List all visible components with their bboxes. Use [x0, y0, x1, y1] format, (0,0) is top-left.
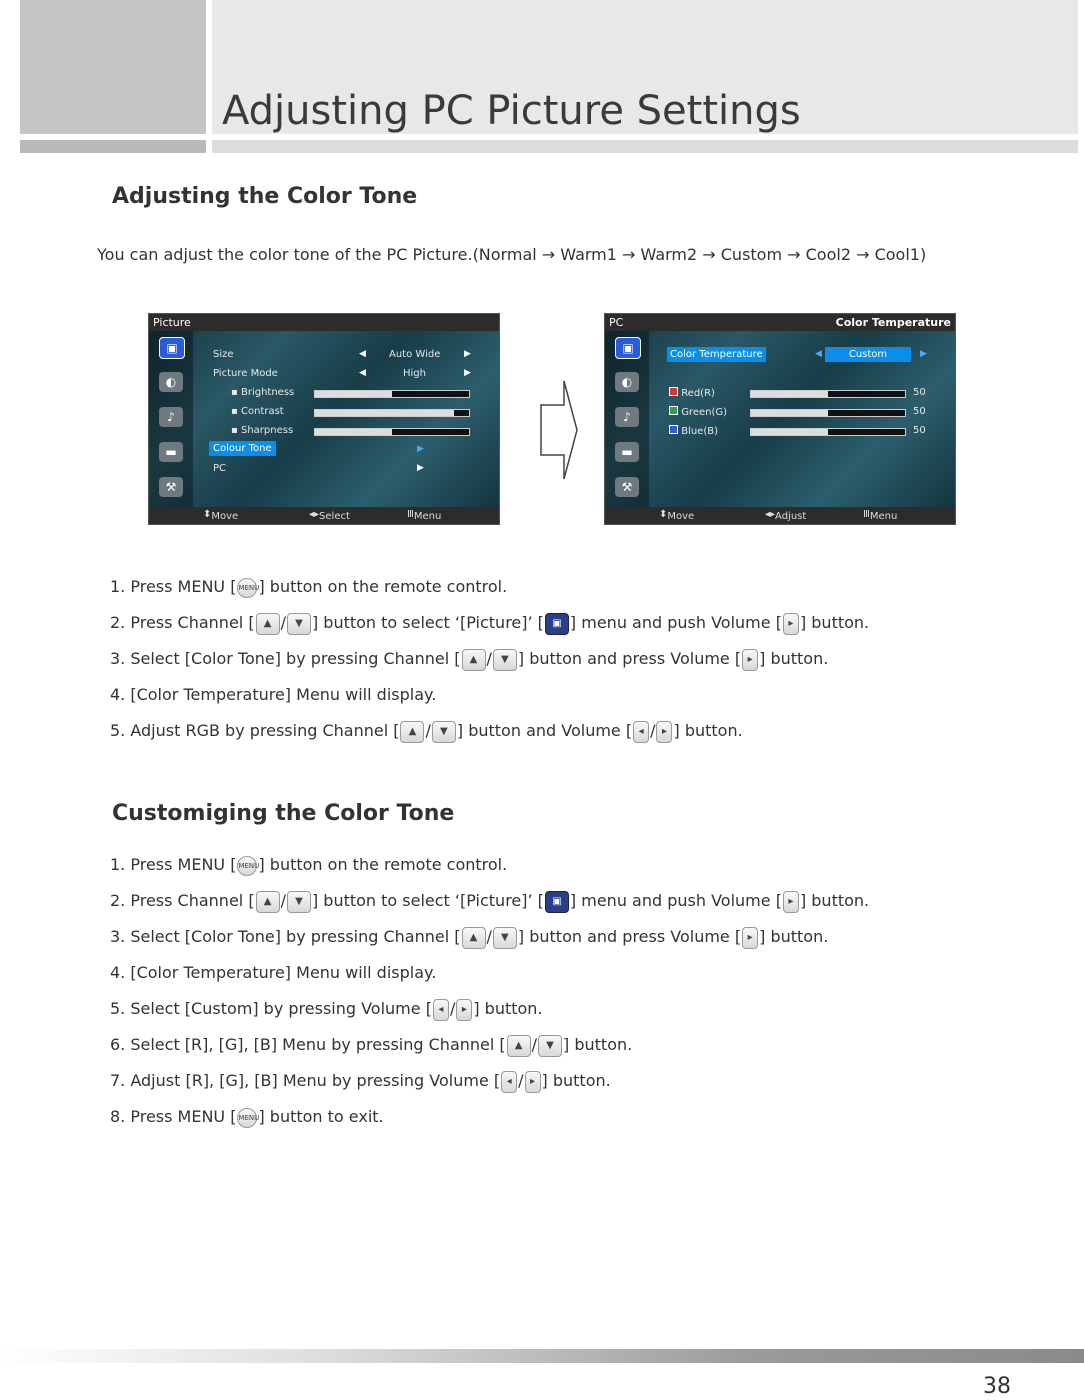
volume-right-icon: ▸ — [525, 1071, 541, 1093]
step-5: 5. Select [Custom] by pressing Volume [ ◂ / ▸ ] button. — [110, 991, 869, 1027]
volume-right-icon: ▸ — [742, 927, 758, 949]
osd-row-picture-mode: Picture Mode — [213, 368, 278, 379]
sound-icon: ◐ — [615, 372, 639, 392]
osd-row-color-temperature: Color Temperature — [667, 347, 766, 362]
channel-down-icon: ▼ — [432, 721, 456, 743]
step-1: 1. Press MENU [ MENU] button on the remote control. — [110, 855, 508, 874]
volume-right-icon: ▸ — [456, 999, 472, 1021]
step-5: 5. Adjust RGB by pressing Channel [ ▲ / ▼ ] button and Volume [ ◂ / ▸ ] button. — [110, 713, 869, 749]
step-1: 1. Press MENU [ MENU] button on the remote control. — [110, 577, 508, 596]
osd-value-color-temperature: Custom — [825, 347, 911, 362]
speaker-icon: ♪ — [159, 407, 183, 427]
steps-list-1 — [110, 569, 869, 749]
menu-button-icon: MENU — [237, 856, 257, 876]
speaker-icon: ♪ — [615, 407, 639, 427]
osd-row-colour-tone: Colour Tone — [209, 441, 276, 456]
volume-right-icon: ▸ — [656, 721, 672, 743]
footer-bar — [0, 1349, 1084, 1363]
arrow-left-icon: ◀ — [815, 349, 822, 359]
contrast-slider — [314, 409, 470, 417]
osd-footer-move: ⬍ Move — [203, 509, 239, 522]
volume-left-icon: ◂ — [501, 1071, 517, 1093]
osd-sidebar — [149, 331, 193, 507]
osd-title: Picture — [153, 316, 191, 329]
step-2: 2. Press Channel [ ▲ / ▼ ] button to select ‘[Picture]’ [ ▣ ] menu and push Volume [ ▸ ] button. — [110, 883, 869, 919]
arrow-right-icon — [540, 380, 578, 480]
channel-up-icon: ▲ — [462, 649, 486, 671]
channel-up-icon: ▲ — [256, 891, 280, 913]
step-4: 4. [Color Temperature] Menu will display. — [110, 963, 437, 982]
osd-footer-menu: Ⅲ Menu — [863, 509, 898, 522]
picture-icon: ▣ — [159, 337, 185, 359]
wrench-icon: ⚒ — [159, 477, 183, 497]
header-rule — [20, 140, 206, 153]
volume-right-icon: ▸ — [742, 649, 758, 671]
step-7: 7. Adjust [R], [G], [B] Menu by pressing Volume [ ◂ / ▸ ] button. — [110, 1063, 869, 1099]
arrow-right-icon: ▶ — [464, 368, 471, 378]
channel-down-icon: ▼ — [493, 649, 517, 671]
osd-footer-menu: Ⅲ Menu — [407, 509, 442, 522]
step-3: 3. Select [Color Tone] by pressing Channel [ ▲ / ▼ ] button and press Volume [ ▸ ] button. — [110, 919, 869, 955]
channel-down-icon: ▼ — [287, 891, 311, 913]
volume-left-icon: ◂ — [633, 721, 649, 743]
channel-icon: ▬ — [615, 442, 639, 462]
picture-menu-icon: ▣ — [545, 891, 569, 913]
osd-header-right: Color Temperature — [835, 316, 951, 329]
channel-down-icon: ▼ — [287, 613, 311, 635]
arrow-right-icon: ▶ — [417, 463, 424, 473]
red-slider — [750, 390, 906, 398]
osd-title: PC — [609, 316, 624, 329]
osd-value-red: 50 — [913, 387, 926, 398]
arrow-left-icon: ◀ — [359, 349, 366, 359]
osd-color-temperature-menu — [604, 313, 956, 525]
channel-up-icon: ▲ — [507, 1035, 531, 1057]
channel-down-icon: ▼ — [493, 927, 517, 949]
section-title: Customiging the Color Tone — [112, 801, 455, 826]
osd-footer-adjust: ◂▸ Adjust — [765, 509, 807, 522]
osd-title-bar — [605, 314, 955, 331]
volume-left-icon: ◂ — [433, 999, 449, 1021]
osd-row-contrast: ▪ Contrast — [231, 406, 284, 417]
blue-slider — [750, 428, 906, 436]
intro-text: You can adjust the color tone of the PC Picture.(Normal → Warm1 → Warm2 → Custom → Cool2 → Cool1) — [97, 245, 927, 264]
menu-button-icon: MENU — [237, 578, 257, 598]
osd-footer — [149, 507, 499, 524]
header-rule — [212, 140, 1078, 153]
menu-button-icon: MENU — [237, 1108, 257, 1128]
arrow-right-icon: ▶ — [920, 349, 927, 359]
step-8: 8. Press MENU [ MENU] button to exit. — [110, 1107, 384, 1126]
brightness-slider — [314, 390, 470, 398]
osd-row-red: Red(R) — [669, 387, 715, 399]
osd-row-size: Size — [213, 349, 234, 360]
osd-title-bar — [149, 314, 499, 331]
osd-picture-menu — [148, 313, 500, 525]
sharpness-slider — [314, 428, 470, 436]
osd-row-green: Green(G) — [669, 406, 727, 418]
arrow-left-icon: ◀ — [359, 368, 366, 378]
channel-down-icon: ▼ — [538, 1035, 562, 1057]
wrench-icon: ⚒ — [615, 477, 639, 497]
header-gray-box — [20, 0, 206, 134]
osd-row-brightness: ▪ Brightness — [231, 387, 295, 398]
sound-icon: ◐ — [159, 372, 183, 392]
osd-row-sharpness: ▪ Sharpness — [231, 425, 294, 436]
green-slider — [750, 409, 906, 417]
osd-value-picture-mode: High — [403, 368, 426, 379]
arrow-right-icon: ▶ — [464, 349, 471, 359]
channel-up-icon: ▲ — [462, 927, 486, 949]
osd-footer-move: ⬍ Move — [659, 509, 695, 522]
arrow-right-icon: ▶ — [417, 444, 424, 454]
channel-up-icon: ▲ — [400, 721, 424, 743]
page-number: 38 — [983, 1374, 1011, 1399]
osd-value-size: Auto Wide — [389, 349, 441, 360]
volume-right-icon: ▸ — [783, 891, 799, 913]
picture-menu-icon: ▣ — [545, 613, 569, 635]
osd-sidebar — [605, 331, 649, 507]
step-2: 2. Press Channel [ ▲ / ▼ ] button to select ‘[Picture]’ [ ▣ ] menu and push Volume [ ▸ ] button. — [110, 605, 869, 641]
volume-right-icon: ▸ — [783, 613, 799, 635]
picture-icon: ▣ — [615, 337, 641, 359]
step-6: 6. Select [R], [G], [B] Menu by pressing Channel [ ▲ / ▼ ] button. — [110, 1027, 869, 1063]
osd-row-pc: PC — [213, 463, 227, 474]
channel-up-icon: ▲ — [256, 613, 280, 635]
osd-value-green: 50 — [913, 406, 926, 417]
osd-row-blue: Blue(B) — [669, 425, 718, 437]
osd-footer — [605, 507, 955, 524]
steps-list-2 — [110, 847, 869, 1135]
osd-footer-select: ◂▸ Select — [309, 509, 350, 522]
step-4: 4. [Color Temperature] Menu will display. — [110, 685, 437, 704]
osd-value-blue: 50 — [913, 425, 926, 436]
channel-icon: ▬ — [159, 442, 183, 462]
page-title: Adjusting PC Picture Settings — [222, 88, 801, 134]
section-title: Adjusting the Color Tone — [112, 184, 418, 209]
step-3: 3. Select [Color Tone] by pressing Channel [ ▲ / ▼ ] button and press Volume [ ▸ ] button. — [110, 641, 869, 677]
